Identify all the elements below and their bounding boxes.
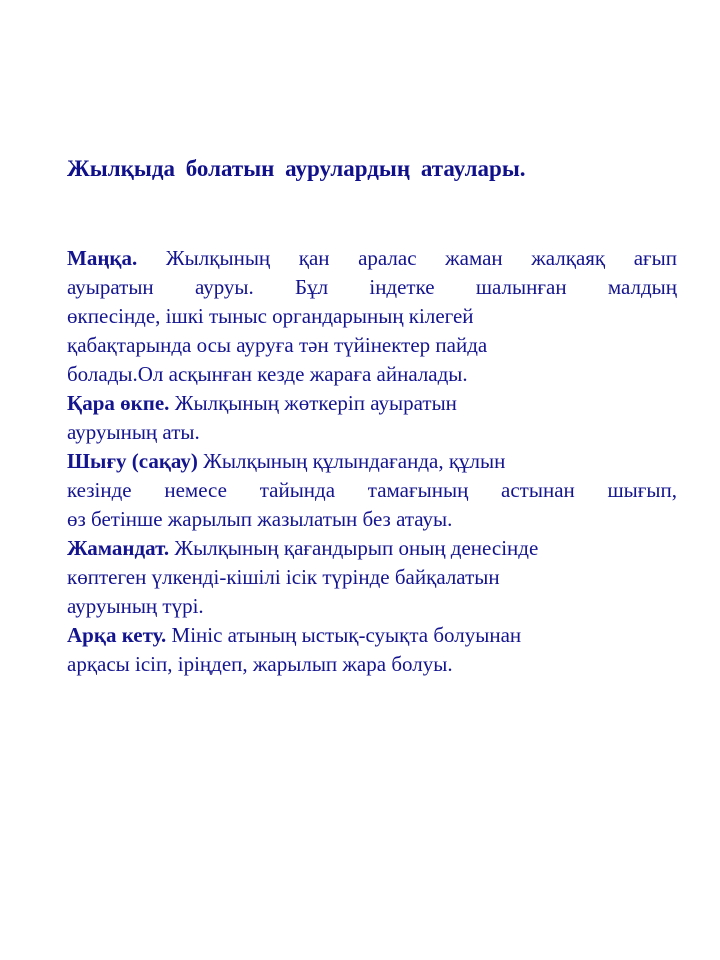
page-title: Жылқыда болатын аурулардың атаулары. — [67, 156, 526, 181]
entry-text-line: көптеген үлкенді-кішілі ісік түрінде байқалатын — [67, 565, 500, 589]
entry-text: Жылқының құлындағанда, құлын — [197, 449, 506, 473]
entry-term: Жамандат. — [67, 536, 170, 560]
entry-arqa-ketu-line-1 — [67, 621, 677, 650]
entry-text-line: кезінде немесе тайында тамағының астынан шығып, — [67, 478, 677, 502]
entry-shygu-line-1 — [67, 447, 677, 476]
entry-text: Жылқының қан аралас жаман жалқаяқ ағып — [137, 246, 677, 270]
entry-term: Арқа кету. — [67, 623, 167, 647]
entry-term: Шығу (сақау) — [67, 449, 198, 473]
entry-text-line: ауыратын ауруы. Бұл індетке шалынған малдың — [67, 275, 677, 299]
entry-term: Маңқа. — [67, 246, 138, 270]
entry-zhamandat-line-1 — [67, 534, 677, 563]
entry-qara-okpe-line-1 — [67, 389, 677, 418]
entry-text: Жылқының жөткеріп ауыратын — [169, 391, 457, 415]
entry-text-line: ауруының аты. — [67, 420, 200, 444]
entry-text-line: болады.Ол асқынған кезде жараға айналады. — [67, 362, 468, 386]
entry-text-line: қабақтарында осы ауруға тән түйінектер пайда — [67, 333, 488, 357]
entry-text-line: өкпесінде, ішкі тыныс органдарының кілегей — [67, 304, 474, 328]
entry-text: Жылқының қағандырып оның денесінде — [169, 536, 539, 560]
entry-text-line: ауруының түрі. — [67, 594, 204, 618]
entry-manqa-line-1 — [67, 244, 677, 273]
entry-term: Қара өкпе. — [67, 391, 170, 415]
entry-text-line: өз бетінше жарылып жазылатын без атауы. — [67, 507, 453, 531]
entry-text-line: арқасы ісіп, іріңдеп, жарылып жара болуы. — [67, 652, 453, 676]
document-body — [67, 244, 677, 679]
entry-text: Мініс атының ыстық-суықта болуынан — [166, 623, 522, 647]
